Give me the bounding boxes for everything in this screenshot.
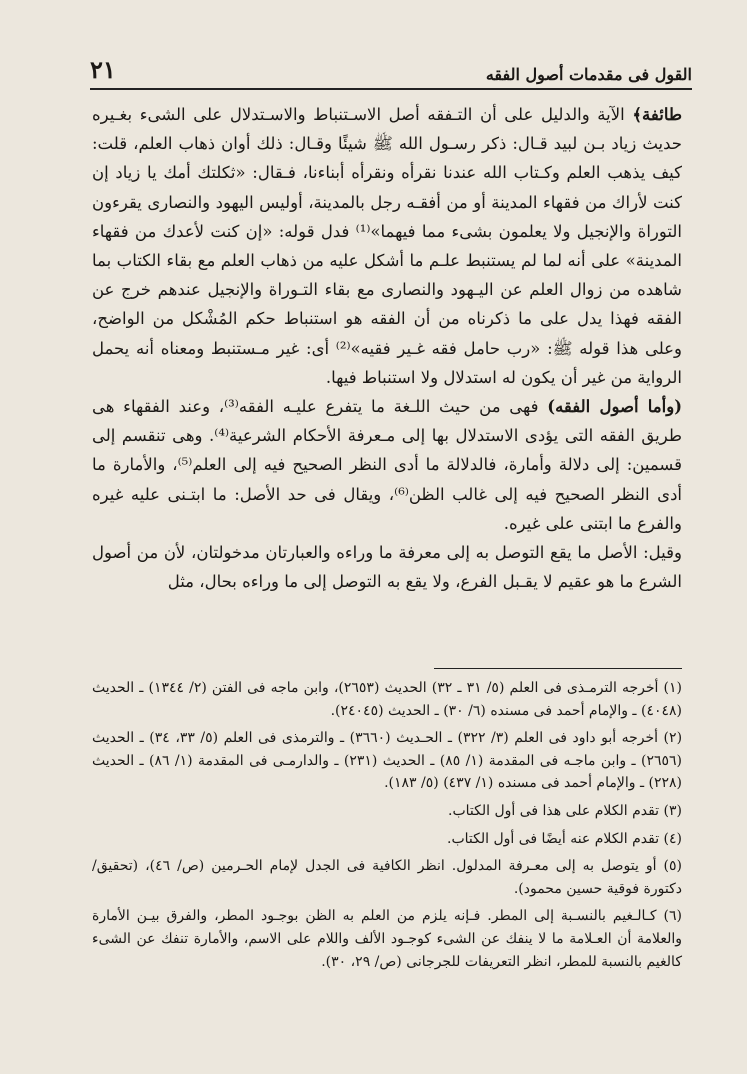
footnote-2: (٢) أخرجه أبو داود فى العلم (٣/ ٣٢٢) ـ الحـديث (٣٦٦٠) ـ والترمذى فى العلم (٥/ ٣٣، ٣٤) ـ الحديث (٢٦٥٦) ـ وابن ماجـه فى المقدمة (١/ ٨٥) ـ الحديث (٢٣١) ـ والدارمـى فى المقدمة (١/ ٨٦) ـ الحديث (٢٢٨) ـ والإمام أحمد فى مسنده (١/ ٤٣٧) (٥/ ١٨٣). bbox=[92, 730, 683, 792]
paragraph-2-lead: (وأما أصول الفقه) bbox=[547, 397, 683, 417]
main-text bbox=[92, 100, 682, 596]
paragraph-1 bbox=[92, 100, 682, 392]
footnote-1: (١) أخرجه الترمـذى فى العلم (٥/ ٣١ ـ ٣٢) الحديث (٢٦٥٣)، وابن ماجه فى الفتن (٢/ ١٣٤٤) ـ الحديث (٤٠٤٨) ـ والإمام أحمد فى مسنده (٦/ ٣٠) ـ الحديث (٢٤٠٤٥). bbox=[92, 680, 682, 719]
page-header bbox=[90, 54, 692, 90]
paragraph-1-text: الآية والدليل على أن التـفقه أصل الاسـتنباط والاسـتدلال على الشىء بغـيره حديث زياد بـن لبيد قـال: ذكر رسـول الله ﷺ شيئًا وقـال: ذلك أوان ذهاب العلم، قلت: كيف يذهب العلم وكـتاب الله عندنا نقرأه ونقرأه أبناءنا، فـقال: «ثكلتك أمك يا زياد إن كنت لأراك من فقهاء المدينة أو من أفقـه رجل بالمدينة، أوليس اليهود والنصارى يقرءون التوراة والإنجيل ولا يعلمون بشىء مما فيهما»⁽¹⁾ فدل قوله: «إن كنت لأعدك من فقهاء المدينة» على أنه لما لم يستنبط علـم ما أشكل عليه من ذهاب العلم مع بقاء الكتاب بما شاهده من زوال العلم عن اليـهود والنصارى مع بقاء التـوراة والإنجيل عندهم خرج عن الفقه فهذا يدل على ما ذكرناه من أن الفقه هو استنباط حكم المُشْكل من الواضح، وعلى هذا قوله ﷺ: «رب حامل فقه غـير فقيه»⁽²⁾ أى: غير مـستنبط ومعناه أنه يحمل الرواية من غير أن يكون له استدلال ولا استنباط فيها. bbox=[92, 105, 682, 387]
footnote-5: (٥) أو يتوصل به إلى معـرفة المدلول. انظر الكافية فى الجدل لإمام الحـرمين (ص/ ٤٦)، (تحقيق/ دكتورة فوقية حسين محمود). bbox=[92, 858, 683, 897]
footnote-3: (٣) تقدم الكلام على هذا فى أول الكتاب. bbox=[448, 802, 682, 819]
paragraph-2 bbox=[92, 392, 682, 538]
footnote-4: (٤) تقدم الكلام عنه أيضًا فى أول الكتاب. bbox=[447, 830, 682, 847]
paragraph-2-text: فهى من حيث اللـغة ما يتفرع عليـه الفقه⁽³⁾، وعند الفقهاء هى طريق الفقه التى يؤدى الاستدلال بها إلى مـعرفة الأحكام الشرعية⁽⁴⁾. وهى تنقسم إلى قسمين: إلى دلالة وأمارة، فالدلالة ما أدى النظر الصحيح فيه إلى العلم⁽⁵⁾، والأمارة ما أدى النظر الصحيح فيه إلى غالب الظن⁽⁶⁾، ويقال فى حد الأصل: ما ابتـنى عليه غيره والفرع ما ابتنى على غيره. bbox=[92, 397, 683, 533]
running-title: القول فى مقدمات أصول الفقه bbox=[485, 65, 692, 84]
paragraph-1-lead: طائفة﴾ bbox=[632, 105, 682, 124]
page-number: ٢١ bbox=[90, 55, 116, 84]
paragraph-3: وقيل: الأصل ما يقع التوصل به إلى معرفة ما وراءه والعبارتان مدخولتان، لأن من أصول الشرع ما هو عقيم لا يقـبل الفرع، ولا يقع به التوصل إلى ما وراءه بحال، مثل bbox=[92, 543, 682, 592]
footnotes bbox=[92, 677, 682, 978]
footnote-6: (٦) كـالـغيم بالنسـبة إلى المطر. فـإنه يلزم من العلم به الظن بوجـود المطر، والفرق بيـن الأمارة والعلامة أن العـلامة ما لا ينفك عن الشىء كوجـود الألف واللام على الاسم، والأمارة تنفك عن الشىء كالغيم بالنسبة للمطر، انظر التعريفات للجرجانى (ص/ ٢٩، ٣٠). bbox=[92, 908, 682, 970]
footnote-separator bbox=[434, 668, 682, 669]
